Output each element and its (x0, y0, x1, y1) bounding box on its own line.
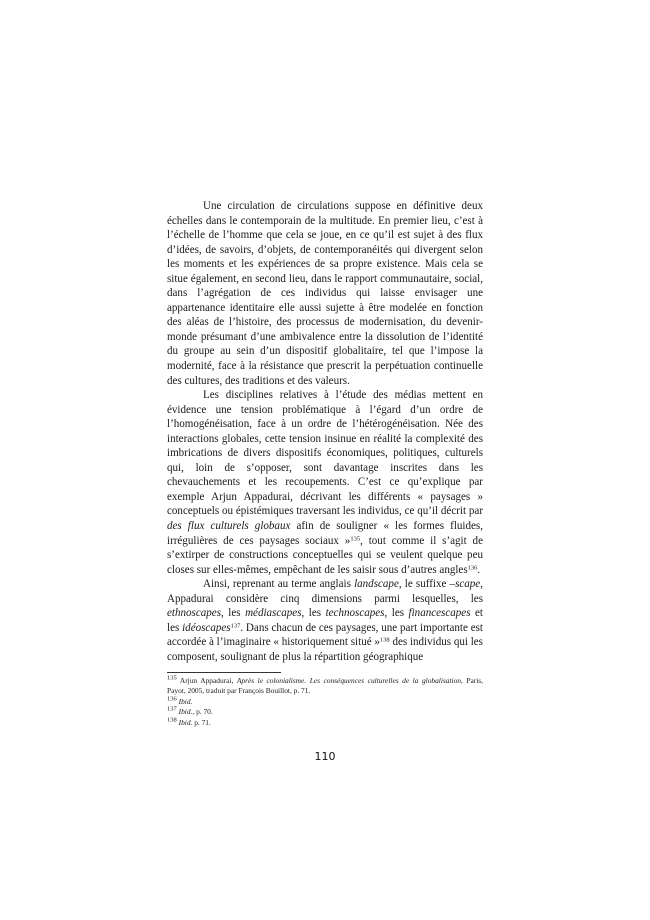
italic-text: landscape (354, 578, 399, 591)
italic-text: Après le colonialisme. Les conséquences culturelles de la globalisation (236, 676, 461, 685)
footnote (167, 707, 483, 717)
text-run: , tout comme il s’agit de s’extirper de constructions conceptuelles qui se veulent quelque peu closes sur elles-mêmes, empêchant de les saisir sous d’autres angles (167, 534, 483, 576)
italic-text: Ibid. (178, 717, 193, 727)
paragraph (167, 577, 483, 664)
italic-text: financescapes (408, 607, 471, 620)
page-number: 110 (314, 750, 336, 763)
text-run: Arjun Appadurai, (176, 676, 237, 685)
note-reference: 135 (167, 674, 177, 682)
text-run: , le suffixe – (398, 578, 456, 591)
text-run: p. 71. (192, 717, 211, 727)
text-run: Ainsi, reprenant au terme anglais (203, 578, 355, 591)
text-run: et les (167, 607, 483, 634)
footnote-separator (167, 672, 281, 673)
text-run: , Appadurai considère cinq dimensions parmi lesquelles, les (167, 578, 483, 605)
text-run: afin de souligner « les formes fluides, irrégulières de ces paysages sociaux » (167, 520, 483, 547)
italic-text: médiascapes (245, 607, 302, 620)
note-reference: 135 (350, 535, 361, 543)
text-run: , les (301, 607, 326, 620)
footnotes (167, 676, 483, 728)
footnote (167, 676, 483, 697)
text-run: des individus qui les composent, soulignant de plus la répartition géographique (167, 636, 483, 663)
italic-text: Ibid. (178, 696, 193, 706)
text-run: . Dans chacun de ces paysages, une part importante est accordée à l’imaginaire « historiquement situé » (167, 621, 483, 649)
italic-text: scape (455, 578, 481, 591)
body-text (167, 199, 483, 665)
italic-text: idéoscapes (182, 621, 231, 634)
text-run: Les disciplines relatives à l’étude des médias mettent en évidence une tension problématique à l’égard d’un ordre de l’homogénéisation, face à un ordre de l’hétérogénéisation. Née des interactions globales, cette tension insinue en réalité la complexité des imbrications de divers dispositifs économiques, politiques, culturels qui, loin de s’opposer, sont davantage inscrites dans les chevauchements et les recoupements. C’est ce qu’explique par exemple Arjun Appadurai, décrivant les différents « paysages » conceptuels ou épistémiques traversant les individus, ce qu’il décrit par (167, 389, 483, 518)
note-reference: 138 (379, 636, 390, 644)
note-reference: 138 (167, 716, 177, 724)
note-reference: 137 (167, 705, 177, 713)
footnote (167, 697, 483, 707)
text-run: , les (384, 607, 409, 620)
text-run: , Paris, Payot, 2005, traduit par François Bouillot, p. 71. (167, 676, 484, 696)
footnote (167, 718, 483, 728)
italic-text: des flux culturels globaux (167, 520, 291, 533)
text-run: . (477, 563, 481, 576)
italic-text: technoscapes (325, 607, 385, 620)
text-run: , p. 70. (192, 707, 213, 717)
note-reference: 136 (467, 564, 478, 572)
note-reference: 136 (167, 695, 177, 703)
italic-text: Ibid. (178, 707, 193, 717)
italic-text: ethnoscapes (167, 607, 221, 620)
paragraph (167, 199, 483, 388)
paragraph (167, 388, 483, 577)
text-run: , les (221, 607, 246, 620)
text-run: Une circulation de circulations suppose en définitive deux échelles dans le contemporain de la multitude. En premier lieu, c’est à l’échelle de l’homme que cela se joue, en ce qu’il est sujet à des flux d’idées, de savoirs, d’objets, de contemporanéités qui divergent selon les moments et les expériences de sa propre existence. Mais cela se situe également, en second lieu, dans le rapport communautaire, social, dans l’agrégation de ces individus qui laisse envisager une appartenance identitaire elle aussi sujette à être modelée en fonction des aléas de l’histoire, des processus de modernisation, du devenir-monde présumant d’une ambivalence entre la dissolution de l’identité du groupe au sein d’un dispositif globalitaire, tel que l’impose la modernité, face à la résistance que prescrit la perpétuation continuelle des cultures, des traditions et des valeurs. (167, 200, 483, 387)
note-reference: 137 (230, 622, 241, 630)
